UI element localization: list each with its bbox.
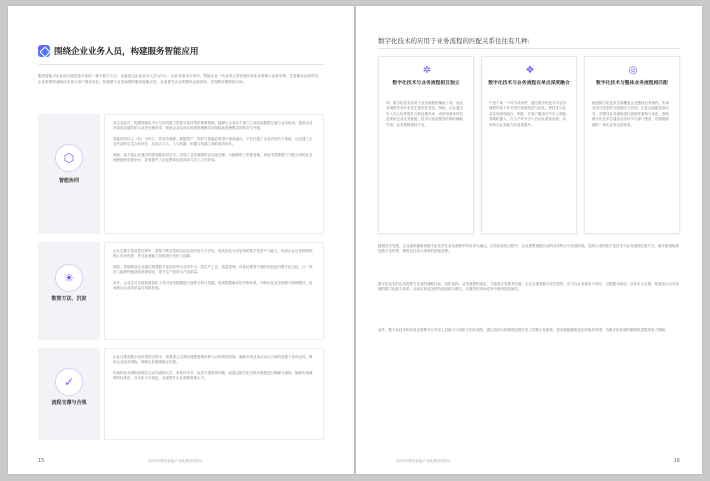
layers-icon: ❖ — [525, 64, 535, 76]
page-footer: 2022年服务智能产业发展研究报告 — [148, 459, 203, 463]
card-single-point — [481, 56, 577, 234]
section-side — [38, 242, 100, 340]
section-smart-collaboration — [38, 114, 324, 234]
card-body: 不是于某一个环节或场景，通过数字化技术对业务流程的某个环节进行深度改造与优化，使技术与业务实现深度融合。例如，在客户服务环节引入智能客服机器人，在生产环节引入自动化质检设备，实现单点业务能力的显著提升。 — [489, 101, 566, 127]
paragraph: 例如，传统制造企业通过构建数字化知识库与业务中台，将生产工艺、质量管理、设备运维等方面的经验进行数字化沉淀，让一线员工能够快速获取所需知识，提升生产效率与产品质量。 — [113, 264, 313, 275]
paragraph: 对企业而言，构建智能化平台与协同能力是数字化转型的重要基础，能够让企业各个部门之间实现数据互通与业务协同，提高企业内部的沟通效率与业务处理效率，帮助企业实现从传统管理模式向智能化管理模式的转变与升级。 — [113, 121, 313, 131]
section-side — [38, 348, 100, 440]
section-label: 智能协同 — [58, 178, 79, 184]
card-overall — [584, 56, 680, 234]
card-independent — [378, 56, 474, 234]
section-content — [104, 242, 324, 340]
lightbulb-icon: ☀ — [55, 264, 83, 292]
cards-row — [378, 56, 680, 234]
card-body: 即，数字化技术应用于业务流程的辅助工具，而业务流程本身并未发生根本性变化。例如，企业通过引入办公软件提升文档处理效率，或使用简单的信息系统记录业务数据，技术仅起到提高效率的辅助作用，业务逻辑保持不变。 — [386, 101, 463, 127]
page-footer: 2022年服务智能产业发展研究报告 — [396, 459, 451, 463]
page-number: 16 — [673, 458, 680, 464]
network-icon: ⬡ — [55, 144, 83, 172]
section-label: 流程支撑与合规 — [51, 400, 87, 406]
right-page — [356, 6, 702, 474]
section-label: 数智方法、沉淀 — [51, 296, 87, 302]
section-content — [104, 348, 324, 440]
paragraph: 此外，数字化技术的应用还需要充分考虑人员能力与组织文化的适配，通过培训与机制建设提升员工的数字化素养，营造积极拥抱变化的组织氛围，为数字化转型的顺利推进提供有力保障。 — [378, 328, 669, 332]
layers-icon — [38, 45, 50, 57]
left-page — [8, 6, 354, 474]
paragraph: 智能协同以人（机）为中心，将业务流程、数据资产、知识与智能应用进行深度融合，不仅打通了企业内部各个系统，还连通了企业外部的生态合作伙伴，实现人与人、人与机器、机器与机器之间的高效协作。 — [113, 136, 313, 147]
paragraph: 随着技术发展，企业越来越重视数字化技术在业务流程中的应用与融合。在实际应用过程中，企业需要根据自身的业务特点与发展阶段，选择合适的数字化技术与业务流程匹配方式，循序渐进地推进数字化转型，避免盲目投入带来的资源浪费。 — [378, 244, 679, 254]
section-side — [38, 114, 100, 234]
flow-icon: ✲ — [422, 64, 432, 76]
right-page-title: 数字化技术的应用于业务流程的匹配关系往往有几种: — [378, 37, 530, 45]
paragraph: 数字化技术的应用需要与企业的战略目标、组织架构、业务流程相适应，才能真正发挥其价值。企业在推进数字化转型时，应当以业务需求为导向，以数据为驱动，以技术为支撑，构建适合自身发展的数字化能力体系，从而实现业务的持续创新与增长，在激烈的市场竞争中保持领先地位。 — [378, 282, 679, 292]
section-methods — [38, 242, 324, 340]
paragraph: 企业在数字化转型过程中，需要不断总结和沉淀业务经验与方法论，将其转化为可复用的数字化资产与能力，形成企业自身独特的核心竞争优势，并在此基础上持续进行优化与创新。 — [113, 249, 313, 259]
target-icon: ◎ — [628, 64, 638, 76]
divider — [38, 64, 324, 65]
clipboard-check-icon: ✓ — [55, 368, 83, 396]
paragraph: 传统的业务流程管理往往存在流程冗长、审批环节多、信息不透明等问题，而通过数字化手段对流程进行梳理与重构，能够实现流程的标准化、自动化与可视化，全面提升企业流程管理水平。 — [113, 370, 313, 381]
left-page-title: 围绕企业业务人员，构建服务智能应用 — [54, 47, 199, 57]
left-page-header — [38, 44, 199, 58]
paragraph: 企业在推进数字化转型的过程中，需要建立完善的流程管理体系与合规管控机制，确保各项业务活动在合规的前提下高效运转，降低企业经营风险，保障企业健康稳定发展。 — [113, 355, 313, 365]
card-title: 数字化技术与业务流程相互独立 — [392, 81, 460, 86]
card-title: 数字化技术与业务流程在单点深度融合 — [488, 81, 570, 86]
paragraph: 例如，某大型企业通过构建智能协同平台，实现了业务流程的自动化处理，大幅缩短了审批周期，将原本需要数天才能完成的业务流程缩短至数小时，显著提升了企业整体运营效率与员工工作体验。 — [113, 152, 313, 163]
card-body: 就是数字化技术全面覆盖企业整体业务流程，实现业务与技术的全面融合与协同。企业从战略层面出发，对整体业务流程进行系统性重构与优化，借助数字化技术打通各业务环节与部门壁垒，构建端到端的一体化业务运营体系。 — [592, 101, 669, 127]
section-process-compliance — [38, 348, 324, 440]
divider — [378, 48, 680, 49]
section-content — [104, 114, 324, 234]
left-page-intro: 服务智能对企业而言就是数字化的一种手段与方法，也就是以企业业务人员为中心，以业务需求为导向，帮助企业一线业务人员快速实现业务管理与运营决策。在智能化运营时代，企业需要快速响应市场与用户需求变化，构建基于业务场景的服务智能应用，从而提升企业的整体运营效率，实现降本增效的目标。 — [38, 74, 322, 84]
paragraph: 此外，企业还可以借助数智化工具对业务数据进行深度分析与挖掘，形成数据驱动的决策体系，不断优化业务流程与管理模式，进而推动企业高质量可持续发展。 — [113, 280, 313, 291]
card-title: 数字化技术与整体业务流程相匹配 — [596, 81, 668, 86]
page-number: 15 — [38, 458, 45, 464]
